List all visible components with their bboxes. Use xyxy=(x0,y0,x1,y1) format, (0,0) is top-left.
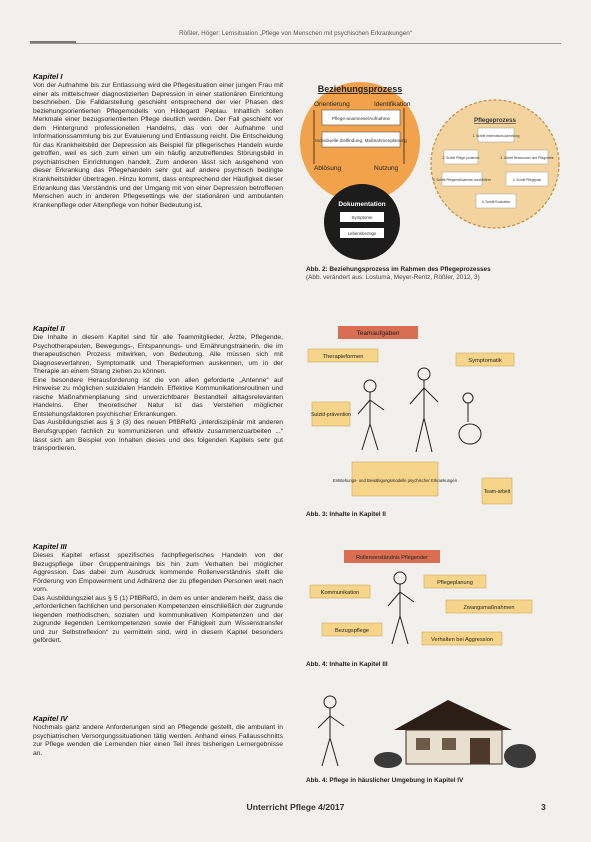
fig3-label: Team-arbeit xyxy=(483,489,511,495)
fig2-step-label: 5. Schritt Pflegemaßnahmen durchführen xyxy=(432,178,492,182)
fig4-header: Rollenverständnis Pflegender xyxy=(356,555,428,561)
page-number: 3 xyxy=(541,802,546,812)
caption-title: Abb. 2: Beziehungsprozess im Rahmen des Pflegeprozesses xyxy=(306,266,491,273)
fig2-caption xyxy=(306,266,556,282)
caption-title: Abb. 4: Inhalte in Kapitel III xyxy=(306,661,388,668)
fig4-label: Bezugspflege xyxy=(335,628,369,634)
fig2-bottom-title: Dokumentation xyxy=(338,201,386,208)
footer-journal: Unterricht Pflege 4/2017 xyxy=(246,802,345,812)
fig2-step-label: 2. Schritt Pflege-probleme xyxy=(442,156,480,160)
caption-title: Abb. 4: Pflege in häuslicher Umgebung in Kapitel IV xyxy=(306,777,464,784)
fig3-label: Symptomatik xyxy=(468,358,502,364)
fig2-bottom-label: Symptome xyxy=(351,215,373,220)
fig2-pair-left: Orientierung xyxy=(314,101,350,108)
section-text: Nochmals ganz andere Anforderungen sind an Pflegende gestellt, die ambulant in psychiatrischen Versorgungssituationen tätig werden. Anhand eines Fallausschnitts zur Pflege wenden die Lernenden hier einen Teil ihres bisherigen Lernergebnisse an. xyxy=(33,724,283,757)
fig2-bottom-label: Lebensbezüge xyxy=(347,231,377,236)
figure-beziehungsprozess xyxy=(300,72,560,262)
figure-kapitel-3 xyxy=(306,548,536,654)
header-rule xyxy=(30,43,561,44)
fig5-house xyxy=(394,700,512,764)
fig2-pair-left: Ablösung xyxy=(314,165,342,172)
fig3-label: Entstehungs- und Bewältigungsmodelle psychischer Erkrankungen xyxy=(332,478,458,483)
section-text: Die Inhalte in diesem Kapitel sind für alle Teammitglieder, Ärzte, Pflegende, Psychotherapeuten, Bewegungs-, Entspannungs- und Ernährungstrainerin, die im therapeutischen Prozess mitwirken, von Bedeutung. Alle müssen sich mit Diagnoseverfahren, Symptomatik und Therapieformen auskennen, um in der Therapie an einem Strang ziehen zu können. Eine besondere Herausforderung ist die von allen geforderte „Antenne“ auf Hinweise zu möglichen suizidalen Handeln. Effektive Kommunikationsroutinen und rasche Maßnahmenplanung sind unverzichtbarer Bestandteil alltagsrelevanten Handelns. Eher theoretischer Natur ist das Verstehen möglicher Entstehungsfaktoren psychischer Erkrankungen. Das Ausbildungsziel aus § 3 (3) des neuen PflBRefG „interdisziplinär mit anderen Berufsgruppen fachlich zu kommunizieren und effektiv zusammenzuarbeiten ...“ lässt sich am Beispiel von Inhalten dieses und des folgenden Kapitels sehr gut transportieren. xyxy=(33,334,283,453)
figure-kapitel-2 xyxy=(306,322,516,508)
fig2-box-label: Individuelle Zielfindung, Maßnahmenplanung xyxy=(315,138,407,143)
fig3-header: Teamaufgaben xyxy=(356,330,400,337)
section-heading: Kapitel III xyxy=(33,542,67,551)
fig5-caption xyxy=(306,777,463,785)
fig3-caption xyxy=(306,511,386,519)
fig3-label: Suizid-prävention xyxy=(310,412,352,418)
section-heading: Kapitel I xyxy=(33,72,63,81)
fig2-step-label: 1. Schritt Informations-sammlung xyxy=(472,134,520,138)
running-header: Rößler, Höger: Lernsituation „Pflege von Menschen mit psychischen Erkrankungen“ xyxy=(179,30,412,37)
section-heading: Kapitel IV xyxy=(33,714,68,723)
fig4-label: Verhalten bei Aggression xyxy=(431,637,493,643)
fig2-title: Beziehungsprozess xyxy=(317,84,403,94)
fig2-pair-right: Nutzung xyxy=(374,165,399,172)
caption-source: (Abb. verändert aus: Lostuma, Meyer-Rentz, Rößler, 2012, 3) xyxy=(306,274,480,281)
section-kapitel-1 xyxy=(33,72,283,210)
section-kapitel-2 xyxy=(33,324,283,454)
fig2-step-label: 4. Schritt Pflegeplan xyxy=(512,178,542,182)
fig4-label: Pflegeplanung xyxy=(437,580,473,586)
fig2-pair-right: Identifikation xyxy=(374,101,411,108)
caption-title: Abb. 3: Inhalte in Kapitel II xyxy=(306,511,386,518)
fig2-step-label: 6. Schritt Evaluation xyxy=(481,200,511,204)
fig4-caption xyxy=(306,661,388,669)
fig2-step-label: 3. Schritt Ressourcen und Pflegeziele xyxy=(500,156,554,160)
fig3-illustration xyxy=(358,368,481,452)
fig4-illustration xyxy=(388,572,414,644)
section-heading: Kapitel II xyxy=(33,324,65,333)
figure-kapitel-4 xyxy=(306,686,546,772)
fig5-nurse xyxy=(318,696,344,766)
section-kapitel-4 xyxy=(33,714,283,758)
fig4-label: Kommunikation xyxy=(320,590,360,596)
fig2-right-title: Pflegeprozess xyxy=(474,117,516,124)
section-kapitel-3 xyxy=(33,542,283,646)
fig3-label: Therapieformen xyxy=(322,354,364,360)
section-text: Dieses Kapitel erfasst spezifisches fachpflegerisches Handeln von der Bezugspflege über Gruppentrainings bis hin zum Verhalten bei möglicher Aggression. Das dabei zum Ausdruck kommende Rollenverständnis stellt die Förderung von Empowerment und Adhärenz der zu pflegenden Personen weit nach vorn. Das Ausbildungsziel aus § 5 (1) PflBRefG, in dem es unter anderem heißt, dass die „erforderlichen fachlichen und personalen Kompetenzen einschließlich der zugrunde liegenden methodischen, sozialen und kommunikativen Kompetenzen und der zugrunde liegenden Lernkompetenzen sowie der Fähigkeit zum Wissenstransfer und zur Selbstreflexion“ zu vermitteln sind, wird in diesem Kapitel besonders gefördert. xyxy=(33,552,283,645)
section-text: Von der Aufnahme bis zur Entlassung wird die Pflegesituation einer jungen Frau mit einer als mittelschwer diagnostizierten Depression in einer stationären Einrichtung beschrieben. Die Falldarstellung geschieht entsprechend der vier Phasen des beziehungsorientierten Pflegemodells von Hildegard Peplau. Inhaltlich sollen Merkmale einer bezugsorientierten Pflege deutlich werden. Der Fall geschieht vor dem Hintergrund professionellen Handelns, das von der Aufnahme und Informationssammlung bis zur Evaluierung und Entlassung reicht. Die Entscheidung für das Krankheitsbild der Depression als Beispiel für pflegerisches Handeln wurde getroffen, weil es sich zum einen um ein häufig anzutreffendes Störungsbild in psychiatrischen Einrichtungen handelt. Zum anderen lässt sich ausgehend von dieser Erkrankung das Pflegehandeln sehr gut auf andere psychisch bedingte Krankheitsbilder übertragen. Hinzu kommt, dass entsprechend der Häufigkeit dieser Erkrankung das Verständnis und der Umgang mit von einer Depression betroffenen Menschen auch in anderen Pflegesettings wie der stationären und ambulanten Krankenpflege oder Altenpflege von hoher Bedeutung ist. xyxy=(33,82,283,209)
fig2-box-label: Pflege-anamnese/Aufnahme xyxy=(331,116,391,121)
fig4-label: Zwangsmaßnahmen xyxy=(463,605,515,611)
